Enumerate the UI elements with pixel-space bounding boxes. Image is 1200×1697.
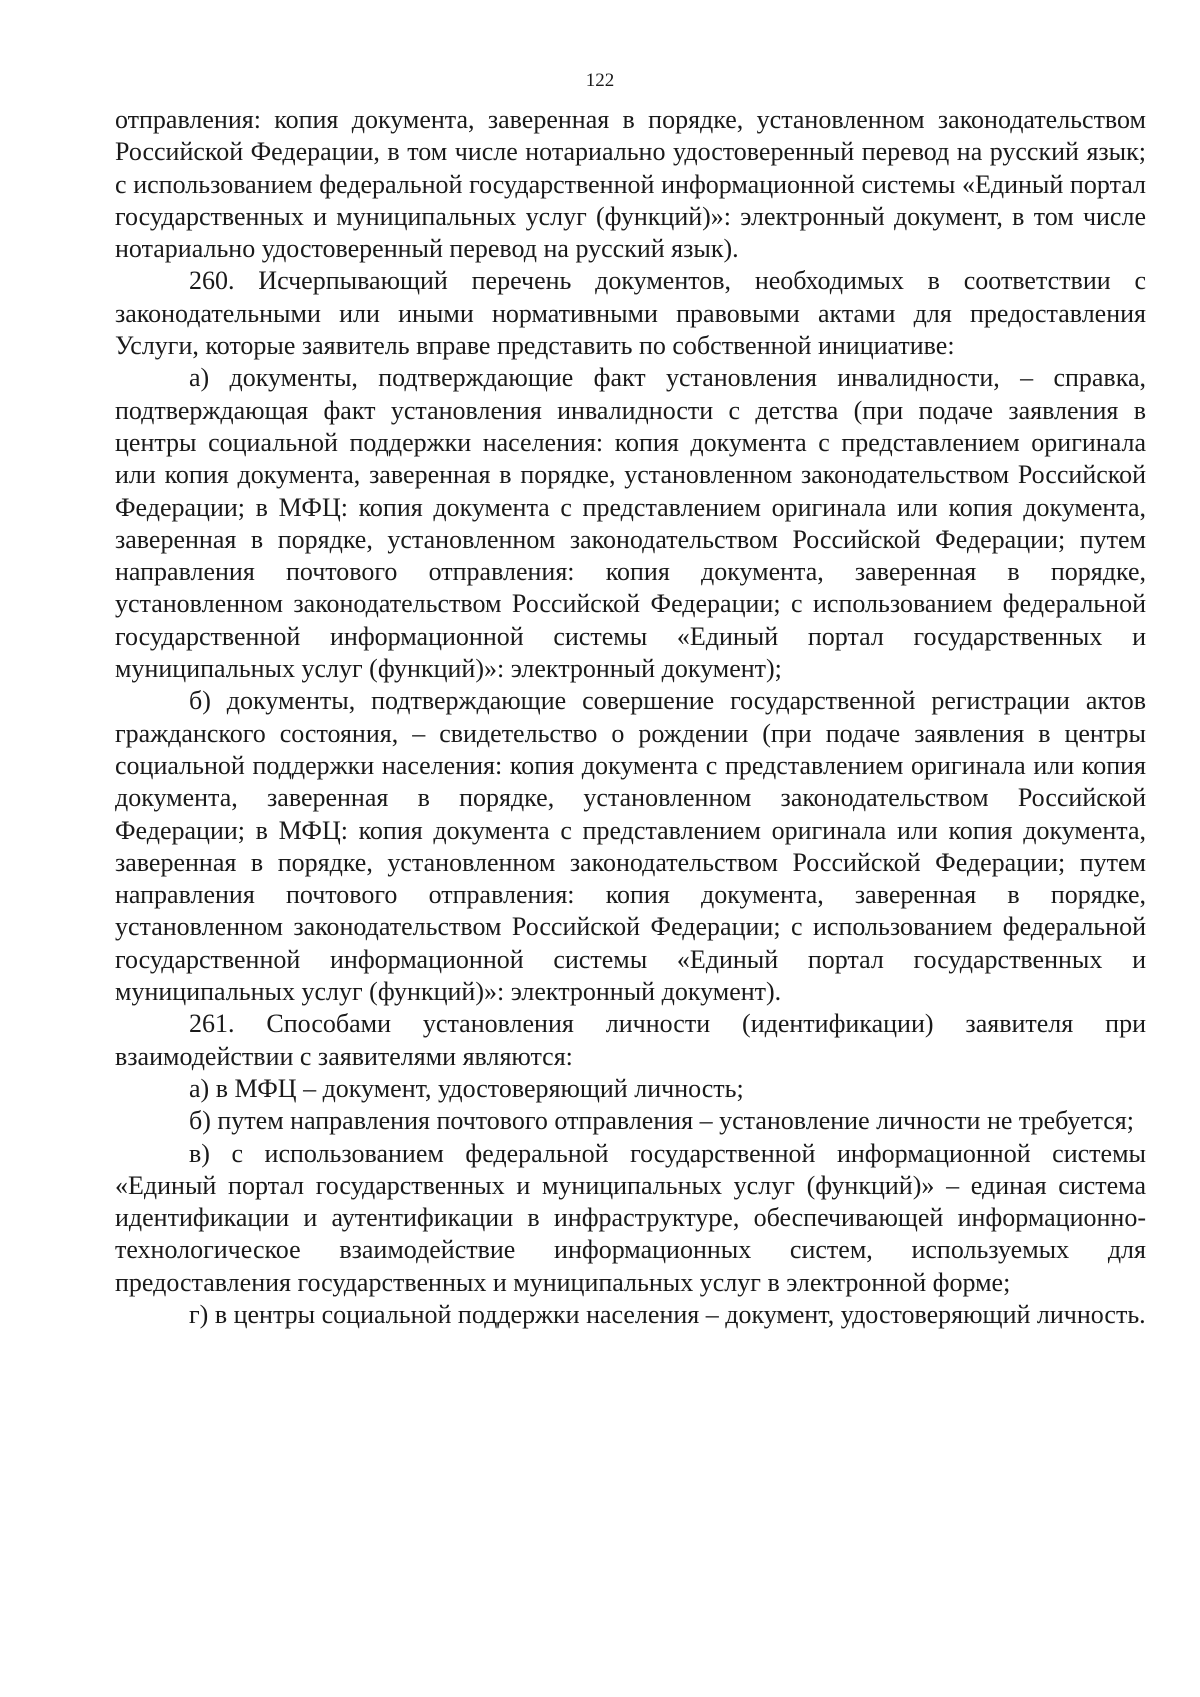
paragraph-continuation: отправления: копия документа, заверенная в порядке, установленном законодательством Российской Федерации, в том числе нотариально удостоверенный перевод на русский язык; с использованием федеральной государственной информационной системы «Единый портал государственных и муниципальных услуг (функций)»: электронный документ, в том числе нотариально удостоверенный перевод на русский язык).	[115, 105, 1146, 264]
paragraph-261-b: б) путем направления почтового отправления – установление личности не требуется;	[189, 1106, 1134, 1136]
page-number: 122	[585, 70, 615, 91]
paragraph-261-g: г) в центры социальной поддержки населения – документ, удостоверяющий личность.	[189, 1299, 1146, 1329]
paragraph-261-v: в) с использованием федеральной государственной информационной системы «Единый портал государственных и муниципальных услуг (функций)» – единая система идентификации и аутентификации в инфраструктуре, обеспечивающей информационно-технологическое взаимодействие информационных систем, используемых для предоставления государственных и муниципальных услуг в электронной форме;	[115, 1138, 1146, 1297]
paragraph-261: 261. Способами установления личности (идентификации) заявителя при взаимодействии с заявителями являются:	[115, 1009, 1146, 1071]
document-body	[115, 104, 1146, 1331]
paragraph-261-a: а) в МФЦ – документ, удостоверяющий личность;	[189, 1073, 744, 1103]
paragraph-260-a: а) документы, подтверждающие факт установления инвалидности, – справка, подтверждающая факт установления инвалидности с детства (при подаче заявления в центры социальной поддержки населения: копия документа с представлением оригинала или копия документа, заверенная в порядке, установленном законодательством Российской Федерации; в МФЦ: копия документа с представлением оригинала или копия документа, заверенная в порядке, установленном законодательством Российской Федерации; путем направления почтового отправления: копия документа, заверенная в порядке, установленном законодательством Российской Федерации; с использованием федеральной государственной информационной системы «Единый портал государственных и муниципальных услуг (функций)»: электронный документ);	[115, 363, 1146, 684]
paragraph-260-b: б) документы, подтверждающие совершение государственной регистрации актов гражданского состояния, – свидетельство о рождении (при подаче заявления в центры социальной поддержки населения: копия документа с представлением оригинала или копия документа, заверенная в порядке, установленном законодательством Российской Федерации; в МФЦ: копия документа с представлением оригинала или копия документа, заверенная в порядке, установленном законодательством Российской Федерации; путем направления почтового отправления: копия документа, заверенная в порядке, установленном законодательством Российской Федерации; с использованием федеральной государственной информационной системы «Единый портал государственных и муниципальных услуг (функций)»: электронный документ).	[115, 686, 1146, 1007]
paragraph-260: 260. Исчерпывающий перечень документов, необходимых в соответствии с законодательными или иными нормативными правовыми актами для предоставления Услуги, которые заявитель вправе представить по собственной инициативе:	[115, 266, 1146, 361]
